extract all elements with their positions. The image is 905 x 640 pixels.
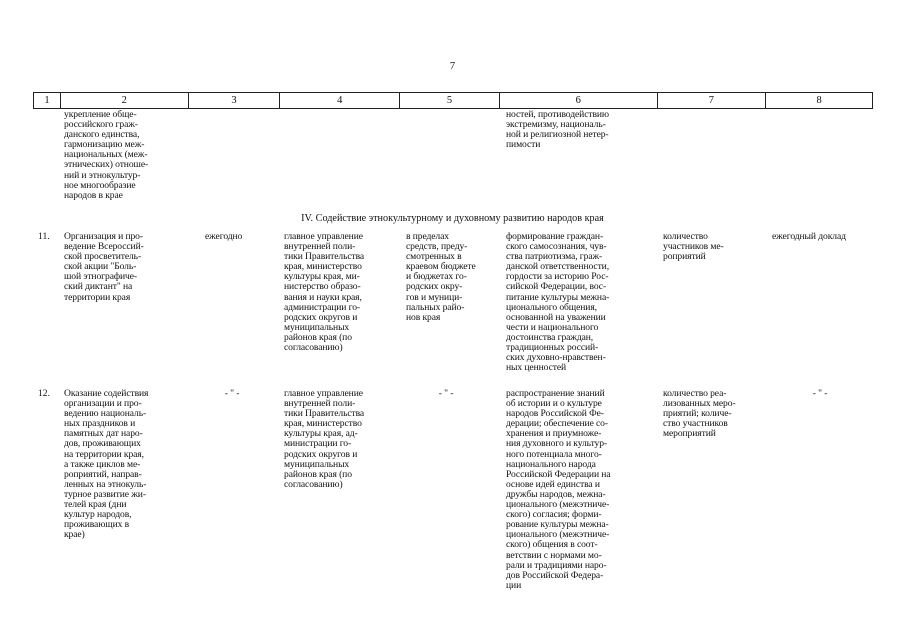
continuation-col6-text: ностей, противодействию экстремизму, националь- ной и религиозной нетер- пимости: [506, 109, 609, 151]
row-11-funding: в пределах средств, преду- смотренных в краевом бюджете и бюджетах го- родских окру- гов и муници- пальных райо- нов края: [406, 231, 476, 323]
row-11-term: ежегодно: [205, 231, 243, 242]
header-col-2: 2: [61, 93, 189, 108]
row-11-report: ежегодный доклад: [772, 231, 846, 242]
row-12-term: - " -: [224, 388, 240, 399]
row-12-indicator: количество реа- лизованных меро- приятий; количе- ство участников мероприятий: [663, 388, 736, 440]
section-title: IV. Содействие этнокультурному и духовному развитию народов края: [301, 213, 604, 224]
header-col-6: 6: [500, 93, 658, 108]
continuation-col2-text: укрепление обще- российского граж- данского единства, гармонизацию меж- национальных (меж- этнических) отноше- ний и этнокультур- ное многообразие народов в крае: [64, 109, 149, 201]
row-12-funding: - " -: [438, 388, 454, 399]
header-col-1: 1: [34, 93, 61, 108]
header-col-8: 8: [816, 95, 822, 106]
row-12-number: 12.: [38, 388, 50, 399]
page-number: 7: [449, 61, 456, 72]
row-11-indicator: количество участников ме- роприятий: [663, 231, 724, 263]
header-col-4: 4: [280, 93, 400, 108]
row-12-result: распространение знаний об истории и о культуре народов Российской Фе- дерации; обеспечение со- хранения и приумноже- ния духовного и культур- ного потенциала много- национального народа Российской Федерации на основе идей единства и дружбы народов, межна- ционального (межэтниче- ского) согласия; форми- рование культуры межна- ционального (межэтниче- ского) общения в соот- ветствии с нормами мо- рали и традициями наро- дов Российской Федера- ции: [506, 388, 611, 591]
row-11-number: 11.: [38, 231, 50, 242]
row-12-report: - " -: [812, 388, 828, 399]
header-col-5: 5: [400, 93, 500, 108]
header-col-3: 3: [189, 93, 281, 108]
table-header-row: [33, 92, 873, 109]
row-11-event: Организация и про- ведение Всероссий- ской просветитель- ской акции "Боль- шой этнографиче- ский диктант" на территории края: [64, 231, 144, 303]
row-11-executors: главное управление внутренней поли- тики Правительства края, министерство культуры края, ми- нистерство образо- вания и науки края, администрации го- родских округов и муниципальных районов края (по согласованию): [284, 231, 365, 354]
row-12-event: Оказание содействия организации и про- ведению националь- ных праздников и памятных дат наро- дов, проживающих на территории края, а также циклов ме- роприятий, направ- ленных на этнокуль- турное развитие жи- телей края (дни культур народов, проживающих в крае): [64, 388, 149, 541]
header-col-7: 7: [658, 93, 767, 108]
row-12-executors: главное управление внутренней поли- тики Правительства края, министерство культуры края, ад- министрации го- родских округов и муниципальных районов края (по согласованию): [284, 388, 365, 490]
row-11-result: формирование граждан- ского самосознания, чув- ства патриотизма, граж- данской ответственности, гордости за историю Рос- сийской Федерации, вос- питание культуры межна- ционального общения, основанной на уважении чести и национального достоинства граждан, традиционных россий- ских духовно-нравствен- ных ценностей: [506, 231, 610, 374]
